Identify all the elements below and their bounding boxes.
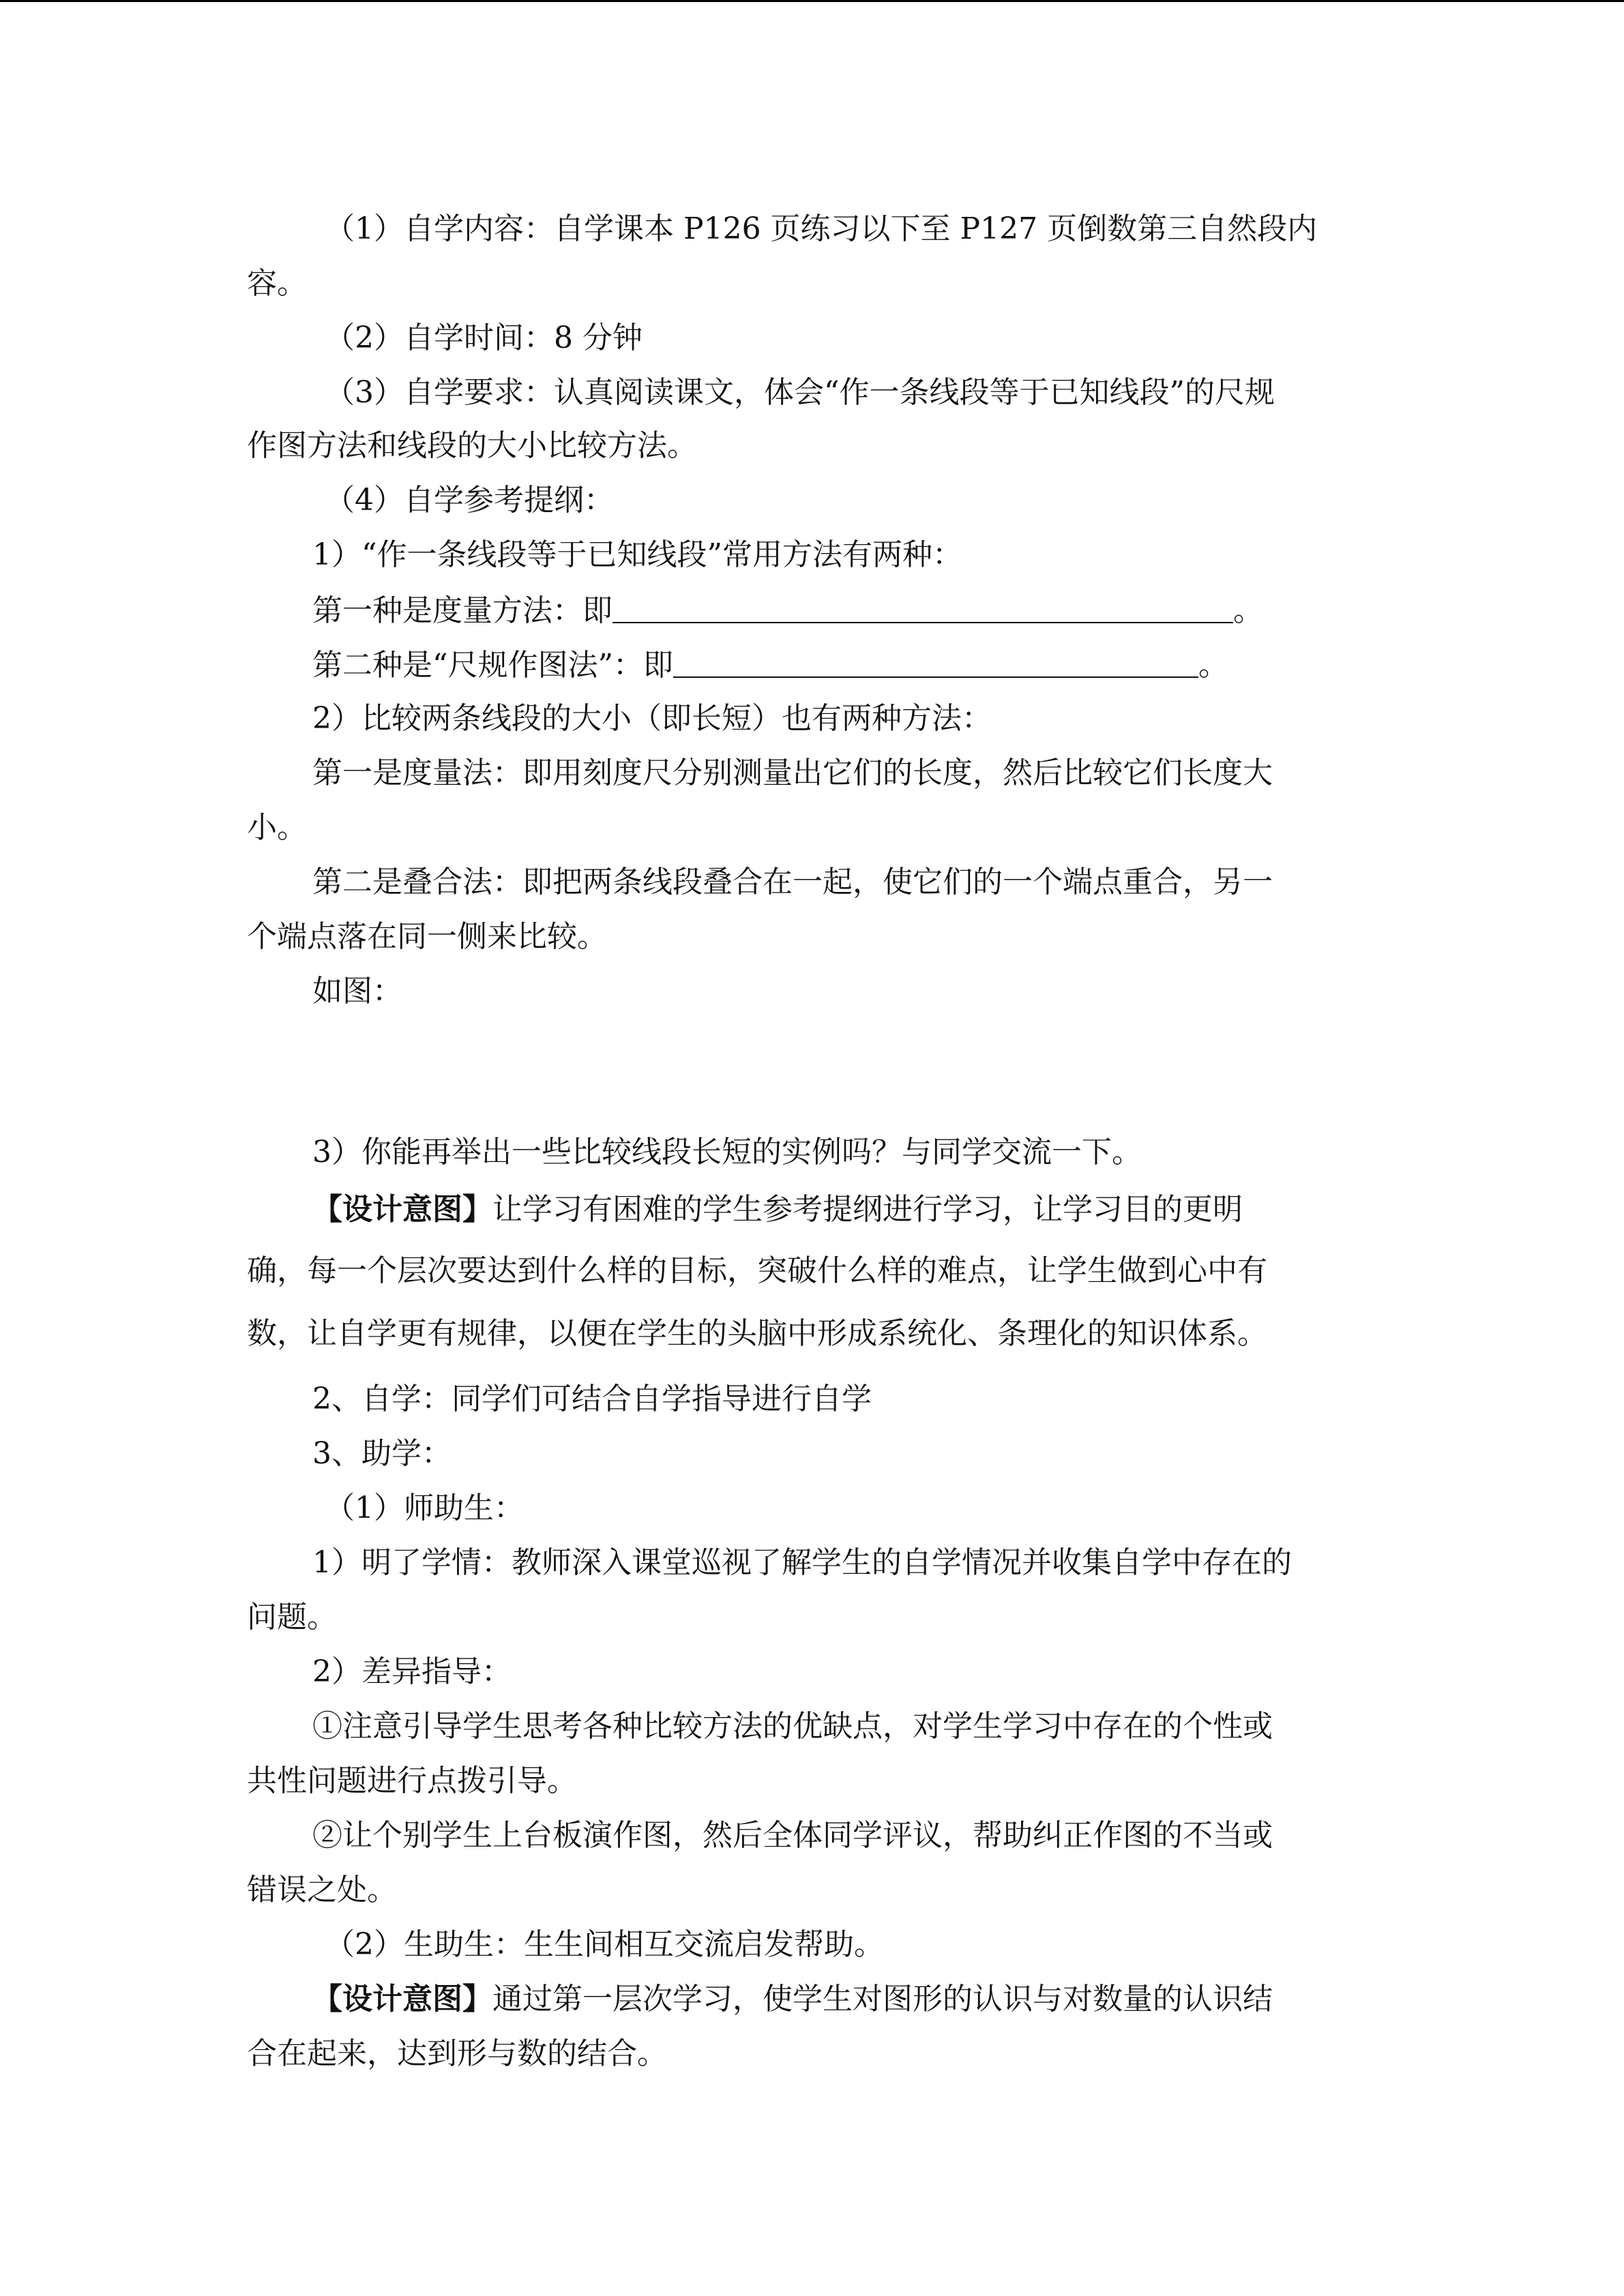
- text-line-2: 容。: [247, 266, 307, 301]
- text-line-7: 1）“作一条线段等于已知线段”常用方法有两种：: [312, 537, 962, 572]
- text-line-16: 数，让自学更有规律，以便在学生的头脑中形成系统化、条理化的知识体系。: [247, 1316, 1267, 1351]
- text-line-15: 确，每一个层次要达到什么样的目标，突破什么样的难点，让学生做到心中有: [247, 1253, 1267, 1288]
- fill-line-2-end: 。: [1198, 648, 1228, 683]
- text-line-9: 第一是度量法：即用刻度尺分别测量出它们的长度，然后比较它们长度大: [312, 756, 1273, 790]
- fill-line-2-label: 第二种是“尺规作图法”：即: [312, 648, 673, 683]
- text-line-4: （3）自学要求：认真阅读课文，体会“作一条线段等于已知线段”的尺规: [325, 375, 1275, 410]
- design-intent-2-text: 通过第一层次学习，使学生对图形的认识与对数量的认识结: [492, 1982, 1273, 2016]
- text-line-24: 共性问题进行点拨引导。: [247, 1763, 577, 1798]
- text-line-23: ①注意引导学生思考各种比较方法的优缺点，对学生学习中存在的个性或: [312, 1709, 1273, 1744]
- text-line-11: 第二是叠合法：即把两条线段叠合在一起，使它们的一个端点重合，另一: [312, 865, 1273, 899]
- design-intent-1-heading: 【设计意图】: [312, 1192, 492, 1227]
- text-line-10: 小。: [247, 810, 307, 845]
- design-intent-1-text: 让学习有困难的学生参考提纲进行学习，让学习目的更明: [492, 1192, 1243, 1227]
- fill-blank-1[interactable]: [612, 595, 1233, 623]
- text-line-20: 1）明了学情：教师深入课堂巡视了解学生的自学情况并收集自学中存在的: [312, 1545, 1292, 1580]
- text-line-8: 2）比较两条线段的大小（即长短）也有两种方法：: [312, 701, 992, 736]
- design-intent-2: [312, 1984, 1273, 2014]
- text-line-25: ②让个别学生上台板演作图，然后全体同学评议，帮助纠正作图的不当或: [312, 1818, 1273, 1853]
- text-line-13: 如图：: [312, 974, 402, 1009]
- text-line-3: （2）自学时间：8 分钟: [325, 320, 643, 355]
- text-line-1: （1）自学内容：自学课本 P126 页练习以下至 P127 页倒数第三自然段内: [325, 211, 1318, 246]
- page-top-border: [0, 0, 1624, 2]
- text-line-28: 合在起来，达到形与数的结合。: [247, 2036, 667, 2071]
- text-line-26: 错误之处。: [247, 1873, 397, 1907]
- text-line-14: 3）你能再举出一些比较线段长短的实例吗？与同学交流一下。: [312, 1135, 1142, 1169]
- text-line-17: 2、自学：同学们可结合自学指导进行自学: [312, 1382, 872, 1416]
- fill-line-1-label: 第一种是度量方法：即: [312, 593, 612, 628]
- fill-line-1: [312, 595, 1263, 626]
- text-line-18: 3、助学：: [312, 1436, 452, 1471]
- text-line-5: 作图方法和线段的大小比较方法。: [247, 428, 697, 463]
- text-line-27: （2）生助生：生生间相互交流启发帮助。: [325, 1927, 884, 1962]
- text-line-21: 问题。: [247, 1600, 337, 1635]
- text-line-12: 个端点落在同一侧来比较。: [247, 919, 607, 954]
- fill-line-1-end: 。: [1233, 593, 1263, 628]
- fill-line-2: [312, 649, 1228, 681]
- fill-blank-2[interactable]: [673, 649, 1198, 678]
- text-line-6: （4）自学参考提纲：: [325, 483, 614, 518]
- text-line-19: （1）师助生：: [325, 1491, 524, 1525]
- design-intent-2-heading: 【设计意图】: [312, 1982, 492, 2016]
- design-intent-1: [312, 1192, 1243, 1227]
- text-line-22: 2）差异指导：: [312, 1654, 512, 1689]
